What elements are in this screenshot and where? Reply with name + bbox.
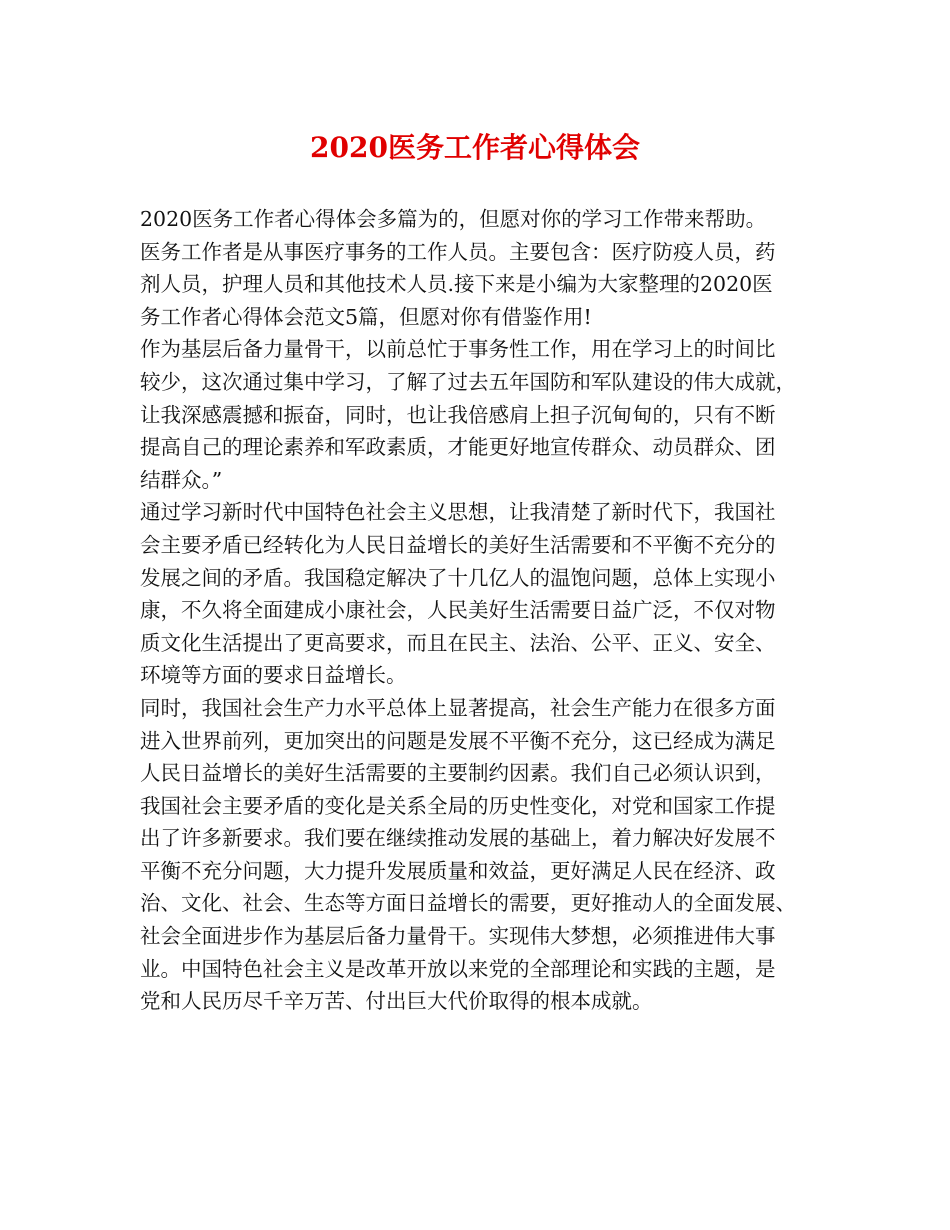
body-line: 提高自己的理论素养和军政素质，才能更好地宣传群众、动员群众、团 <box>140 435 776 460</box>
body-line: 业。中国特色社会主义是改革开放以来党的全部理论和实践的主题，是 <box>140 956 776 981</box>
body-line: 让我深感震撼和振奋，同时，也让我倍感肩上担子沉甸甸的，只有不断 <box>140 402 776 427</box>
body-line: 通过学习新时代中国特色社会主义思想，让我清楚了新时代下，我国社 <box>140 500 776 525</box>
body-line: 同时，我国社会生产力水平总体上显著提高，社会生产能力在很多方面 <box>140 695 776 720</box>
body-line: 我国社会主要矛盾的变化是关系全局的历史性变化，对党和国家工作提 <box>140 793 776 818</box>
body-line: 医务工作者是从事医疗事务的工作人员。主要包含：医疗防疫人员，药 <box>140 239 776 264</box>
body-line: 发展之间的矛盾。我国稳定解决了十几亿人的温饱问题，总体上实现小 <box>140 565 776 590</box>
body-line: 康，不久将全面建成小康社会，人民美好生活需要日益广泛，不仅对物 <box>140 598 776 623</box>
body-line: 人民日益增长的美好生活需要的主要制约因素。我们自己必须认识到， <box>140 761 776 786</box>
body-line: 党和人民历尽千辛万苦、付出巨大代价取得的根本成就。 <box>140 989 653 1014</box>
body-line: 务工作者心得体会范文5篇，但愿对你有借鉴作用! <box>140 304 592 329</box>
body-line: 剂人员，护理人员和其他技术人员.接下来是小编为大家整理的2020医 <box>140 272 773 297</box>
body-line: 结群众。” <box>140 467 223 492</box>
body-line: 出了许多新要求。我们要在继续推动发展的基础上，着力解决好发展不 <box>140 826 776 851</box>
body-line: 质文化生活提出了更高要求，而且在民主、法治、公平、正义、安全、 <box>140 630 776 655</box>
body-line: 环境等方面的要求日益增长。 <box>140 663 407 688</box>
document-title: 2020医务工作者心得体会 <box>310 131 640 164</box>
body-line: 作为基层后备力量骨干，以前总忙于事务性工作，用在学习上的时间比 <box>140 337 776 362</box>
body-line: 平衡不充分问题，大力提升发展质量和效益，更好满足人民在经济、政 <box>140 858 776 883</box>
body-line: 会主要矛盾已经转化为人民日益增长的美好生活需要和不平衡不充分的 <box>140 532 776 557</box>
body-line: 社会全面进步作为基层后备力量骨干。实现伟大梦想，必须推进伟大事 <box>140 924 776 949</box>
body-line: 较少，这次通过集中学习，了解了过去五年国防和军队建设的伟大成就， <box>140 369 796 394</box>
body-line: 治、文化、社会、生态等方面日益增长的需要，更好推动人的全面发展、 <box>140 891 796 916</box>
body-line: 2020医务工作者心得体会多篇为的，但愿对你的学习工作带来帮助。 <box>140 207 767 231</box>
body-line: 进入世界前列，更加突出的问题是发展不平衡不充分，这已经成为满足 <box>140 728 776 753</box>
document-body <box>140 203 820 1018</box>
